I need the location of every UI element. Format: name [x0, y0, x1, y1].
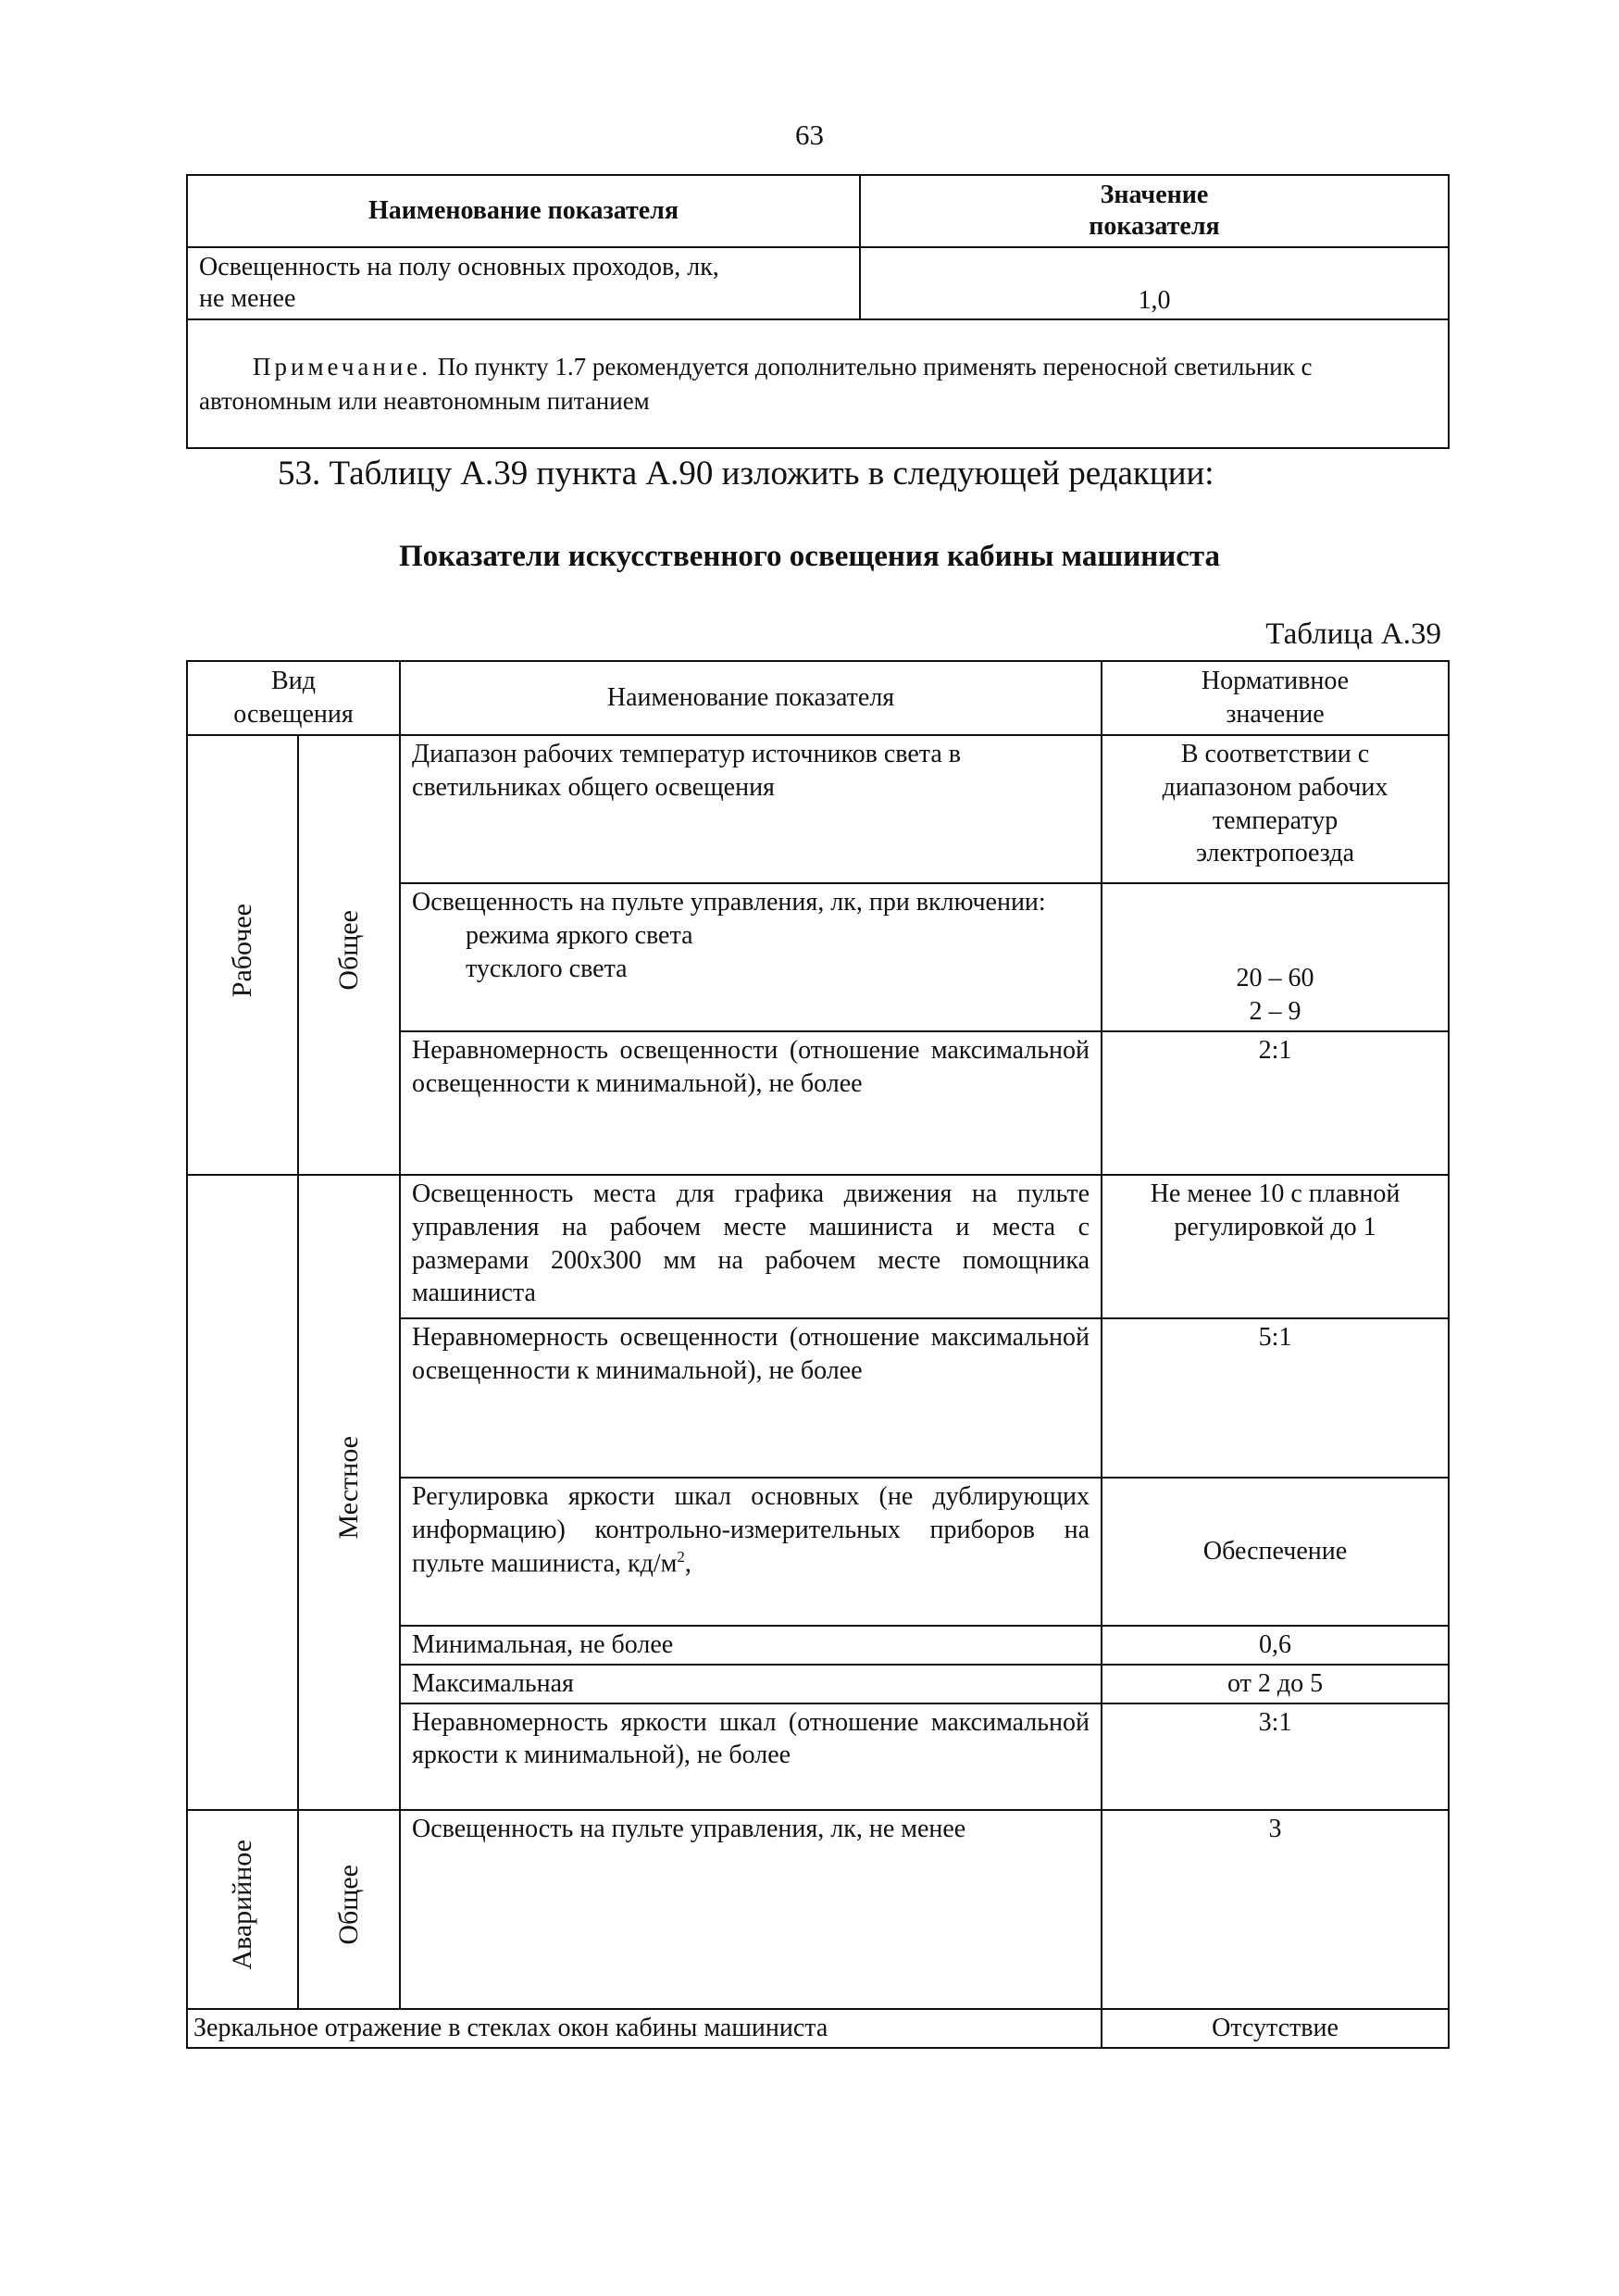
temperature-value-line1: В соответствии с — [1180, 740, 1370, 768]
bright-mode-value: 20 – 60 — [1236, 964, 1314, 993]
temperature-value-line3: температур — [1212, 805, 1339, 835]
table1-header-name: Наименование показателя — [187, 175, 860, 247]
header-normative-value — [1102, 661, 1449, 735]
emergency-console-illuminance-value: 3 — [1102, 1810, 1449, 2009]
table1-note — [187, 319, 1449, 448]
table-caption: Показатели искусственного освещения кабины машиниста — [398, 540, 1221, 573]
amendment-paragraph: 53. Таблицу А.39 пункта А.90 изложить в следующей редакции: — [278, 455, 1214, 493]
work-local-brightness-adjustment: Регулировка яркости шкал основных (не дублирующих информацию) контрольно-измерительных приборов на пульте машиниста, $кд/м^2$, — [400, 1478, 1102, 1626]
header-indicator-name: Наименование показателя — [400, 661, 1102, 735]
table1-header-value-line1: Значение — [1100, 181, 1209, 210]
label-work-general: Общее — [298, 735, 400, 1175]
temperature-value-line2: диапазоном рабочих — [1162, 772, 1389, 802]
label-emergency-general: Общее — [298, 1810, 400, 2009]
work-general-temperature-value — [1102, 735, 1449, 883]
schedule-value-line2: регулировкой до 1 — [1174, 1212, 1376, 1242]
dim-mode-value: 2 – 9 — [1249, 997, 1301, 1027]
temperature-value-line4: электропоезда — [1195, 839, 1355, 868]
work-general-nonuniformity: Неравномерность освещенности (отношение максимальной освещенности к минимальной), не более — [400, 1031, 1102, 1175]
label-emergency-lighting: Аварийное — [187, 1810, 298, 2009]
label-work-lighting: Рабочее — [187, 735, 298, 1175]
work-local-nonuniformity: Неравномерность освещенности (отношение максимальной освещенности к минимальной), не более — [400, 1318, 1102, 1478]
unit-superscript: 2 — [677, 1547, 685, 1566]
table1-row-name-line2: не менее — [199, 284, 296, 313]
page-number: 63 — [795, 119, 824, 151]
mirror-reflection: Зеркальное отражение в стеклах окон кабины машиниста — [187, 2009, 1102, 2048]
header-kind-line1: Вид — [271, 667, 316, 696]
dim-mode-label: тусклого света — [466, 954, 628, 983]
console-illuminance-name: Освещенность на пульте управления, лк, при включении: — [412, 888, 1046, 917]
label-work-local: Местное — [298, 1175, 400, 1810]
work-local-nonuniformity-value: 5:1 — [1102, 1318, 1449, 1478]
work-lighting-continued — [187, 1175, 298, 1810]
indicator-table-continued — [186, 174, 1448, 449]
note-text: По пункту 1.7 рекомендуется дополнительно применять переносной светильник с автономным или неавтономным питанием — [199, 353, 1313, 415]
work-local-brightness-max: Максимальная — [400, 1665, 1102, 1703]
table1-row-name — [187, 247, 860, 319]
table1-header-value-line2: показателя — [1089, 212, 1220, 241]
header-lighting-kind — [187, 661, 400, 735]
work-local-brightness-value: Обеспечение — [1102, 1478, 1449, 1626]
note-lead: Примечание. — [253, 353, 432, 381]
work-local-brightness-min: Минимальная, не более — [400, 1626, 1102, 1665]
work-local-schedule-illuminance: Освещенность места для графика движения на пульте управления на рабочем месте машиниста и места с размерами 200х300 мм на рабочем месте помощника машиниста — [400, 1175, 1102, 1318]
work-local-scale-nonuniformity: Неравномерность яркости шкал (отношение максимальной яркости к минимальной), не более — [400, 1703, 1102, 1810]
header-value-line1: Нормативное — [1201, 667, 1350, 696]
header-value-line2: значение — [1226, 700, 1325, 729]
work-general-temperature-range: Диапазон рабочих температур источников света в светильниках общего освещения — [400, 735, 1102, 883]
emergency-console-illuminance: Освещенность на пульте управления, лк, не менее — [400, 1810, 1102, 2009]
table1-header-value — [860, 175, 1449, 247]
table-label: Таблица А.39 — [1265, 618, 1441, 651]
work-local-schedule-value — [1102, 1175, 1449, 1318]
lighting-table — [186, 660, 1448, 2043]
work-local-brightness-min-value: 0,6 — [1102, 1626, 1449, 1665]
work-local-scale-nonuniformity-value: 3:1 — [1102, 1703, 1449, 1810]
work-general-nonuniformity-value: 2:1 — [1102, 1031, 1449, 1175]
mirror-reflection-value: Отсутствие — [1102, 2009, 1449, 2048]
table1-row-name-line1: Освещенность на полу основных проходов, лк, — [199, 253, 719, 282]
schedule-value-line1: Не менее 10 с плавной — [1150, 1179, 1401, 1208]
work-general-console-illuminance — [400, 883, 1102, 1031]
header-kind-line2: освещения — [233, 700, 354, 729]
table1-row-value: 1,0 — [860, 247, 1449, 319]
work-general-console-values — [1102, 883, 1449, 1031]
work-local-brightness-max-value: от 2 до 5 — [1102, 1665, 1449, 1703]
bright-mode-label: режима яркого света — [466, 920, 693, 950]
